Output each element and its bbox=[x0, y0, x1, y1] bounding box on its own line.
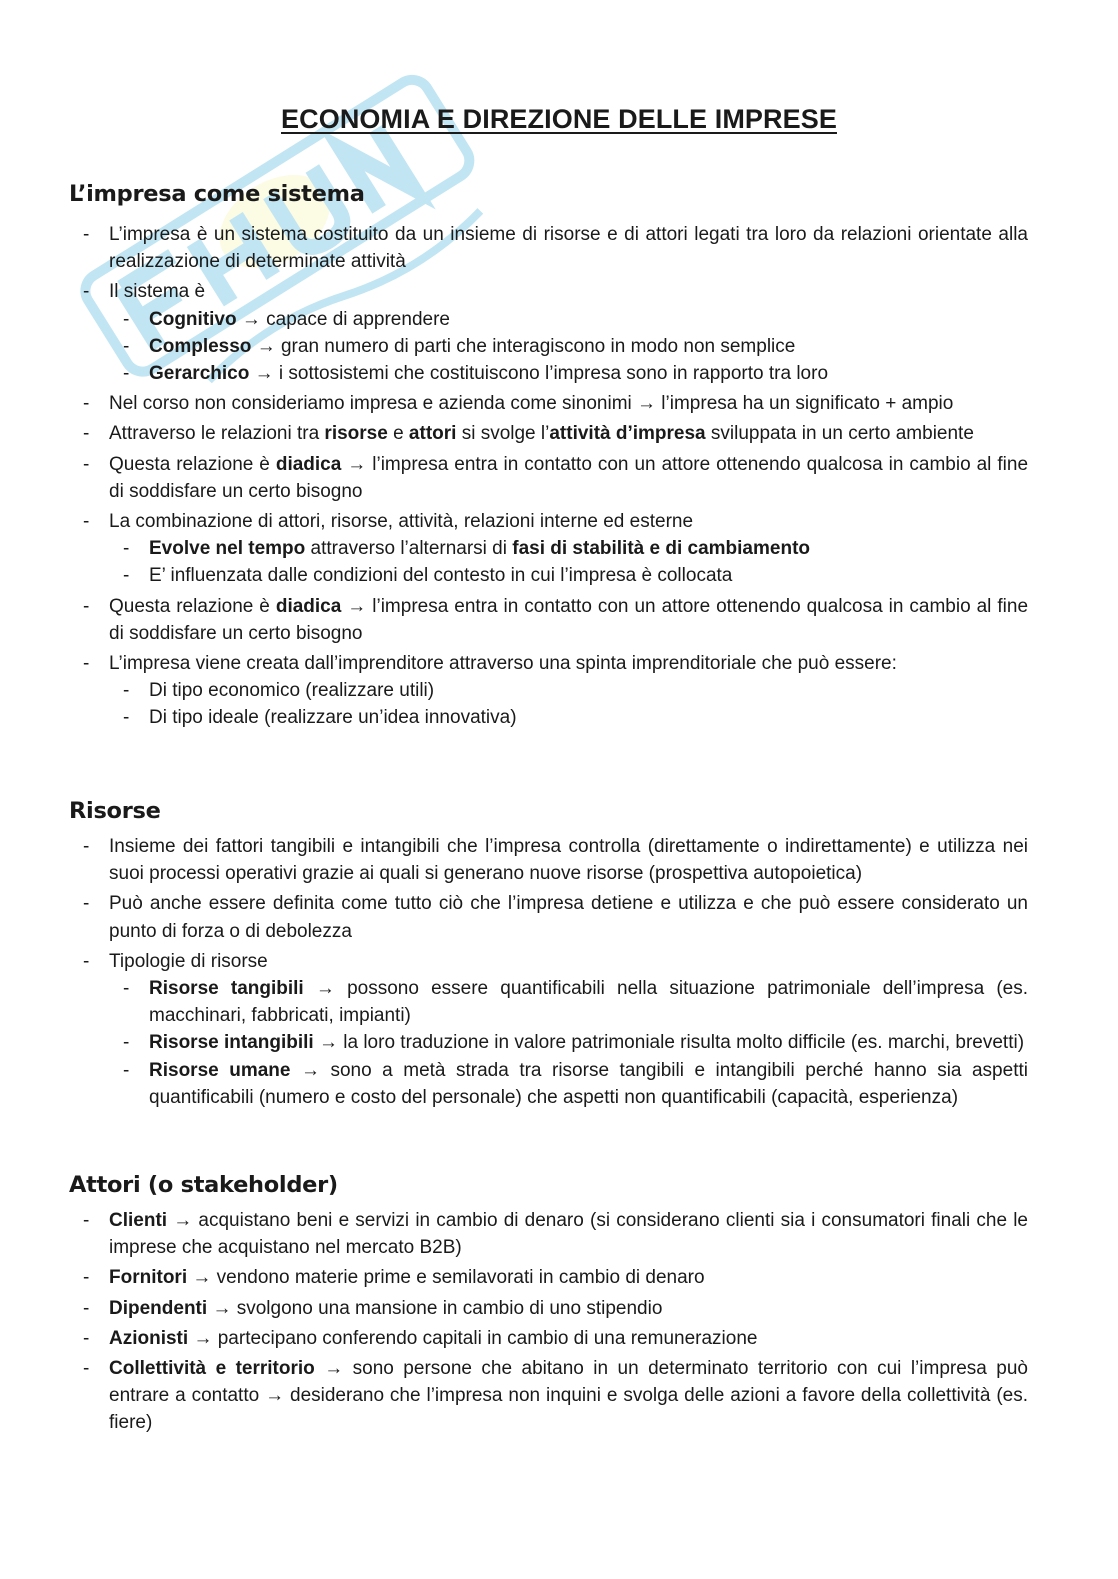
section-list-risorse bbox=[80, 833, 1028, 1114]
list-item: - L’impresa viene creata dall’imprenditore attraverso una spinta imprenditoriale che può essere: - Di tipo economico (realizzare utili) - Di tipo ideale (realizzare un’idea innovativa) bbox=[80, 650, 1028, 732]
sub-list-item: - Evolve nel tempo attraverso l’alternarsi di fasi di stabilità e di cambiamento bbox=[109, 535, 1028, 562]
section-list-impresa-sistema bbox=[80, 221, 1028, 735]
list-item: - Collettività e territorio → sono persone che abitano in un determinato territorio con cui l’impresa può entrare a contatto → desiderano che l’impresa non inquini e svolga delle azioni a favore della collettività (es. fiere) bbox=[80, 1355, 1028, 1437]
sub-list-item: - Risorse intangibili → la loro traduzione in valore patrimoniale risulta molto difficile (es. marchi, brevetti) bbox=[109, 1029, 1028, 1056]
list-item: - Azionisti → partecipano conferendo capitali in cambio di una remunerazione bbox=[80, 1325, 1028, 1352]
list-item: - Insieme dei fattori tangibili e intangibili che l’impresa controlla (direttamente o indirettamente) e utilizza nei suoi processi operativi grazie ai quali si generano nuove risorse (prospettiva autopoietica) bbox=[80, 833, 1028, 887]
sub-list bbox=[109, 306, 1028, 388]
list-item: - Può anche essere definita come tutto ciò che l’impresa detiene e utilizza e che può essere considerato un punto di forza o di debolezza bbox=[80, 890, 1028, 944]
section-heading-impresa-sistema: L’impresa come sistema bbox=[69, 181, 365, 207]
sub-list bbox=[109, 535, 1028, 589]
list-item: - La combinazione di attori, risorse, attività, relazioni interne ed esterne - Evolve nel tempo attraverso l’alternarsi di fasi di stabilità e di cambiamento - E’ influenzata dalle condizioni del contesto in cui l’impresa è collocata bbox=[80, 508, 1028, 590]
list-item: - Il sistema è - Cognitivo → capace di apprendere - Complesso → gran numero di parti che interagiscono in modo non semplice - Gerarchico → i sottosistemi che costituiscono l’impresa sono in rapporto tra loro bbox=[80, 278, 1028, 387]
list-item: - Questa relazione è diadica → l’impresa entra in contatto con un attore ottenendo qualcosa in cambio al fine di soddisfare un certo bisogno bbox=[80, 451, 1028, 505]
sub-list bbox=[109, 975, 1028, 1111]
sub-list-item: - Gerarchico → i sottosistemi che costituiscono l’impresa sono in rapporto tra loro bbox=[109, 360, 1028, 387]
section-heading-attori: Attori (o stakeholder) bbox=[69, 1172, 338, 1198]
list-item: - Dipendenti → svolgono una mansione in cambio di uno stipendio bbox=[80, 1295, 1028, 1322]
section-heading-risorse: Risorse bbox=[69, 798, 161, 824]
sub-list-item: - Risorse tangibili → possono essere quantificabili nella situazione patrimoniale dell’impresa (es. macchinari, fabbricati, impianti) bbox=[109, 975, 1028, 1029]
sub-list-item: - Complesso → gran numero di parti che interagiscono in modo non semplice bbox=[109, 333, 1028, 360]
list-item: - Fornitori → vendono materie prime e semilavorati in cambio di denaro bbox=[80, 1264, 1028, 1291]
sub-list-item: - Di tipo economico (realizzare utili) bbox=[109, 677, 1028, 704]
sub-list-item: - E’ influenzata dalle condizioni del contesto in cui l’impresa è collocata bbox=[109, 562, 1028, 589]
document-title: ECONOMIA E DIREZIONE DELLE IMPRESE bbox=[281, 104, 837, 134]
list-item: - Attraverso le relazioni tra risorse e attori si svolge l’attività d’impresa sviluppata in un certo ambiente bbox=[80, 420, 1028, 447]
list-item: - L’impresa è un sistema costituito da un insieme di risorse e di attori legati tra loro da relazioni orientate alla realizzazione di determinate attività bbox=[80, 221, 1028, 275]
section-list-attori bbox=[80, 1207, 1028, 1440]
sub-list-item: - Risorse umane → sono a metà strada tra risorse tangibili e intangibili perché hanno sia aspetti quantificabili (numero e costo del personale) che aspetti non quantificabili (capacità, esperienza) bbox=[109, 1057, 1028, 1111]
list-item: - Questa relazione è diadica → l’impresa entra in contatto con un attore ottenendo qualcosa in cambio al fine di soddisfare un certo bisogno bbox=[80, 593, 1028, 647]
sub-list bbox=[109, 677, 1028, 731]
list-item: - Nel corso non consideriamo impresa e azienda come sinonimi → l’impresa ha un significato + ampio bbox=[80, 390, 1028, 417]
sub-list-item: - Cognitivo → capace di apprendere bbox=[109, 306, 1028, 333]
list-item: - Tipologie di risorse - Risorse tangibili → possono essere quantificabili nella situazione patrimoniale dell’impresa (es. macchinari, fabbricati, impianti) - Risorse intangibili → la loro traduzione in valore patrimoniale risulta molto difficile (es. marchi, brevetti) - Risorse umane → sono a metà strada tra risorse tangibili e intangibili perché hanno sia aspetti quantificabili (numero e costo del personale) che aspetti non quantificabili (capacità, esperienza) bbox=[80, 948, 1028, 1111]
list-item: - Clienti → acquistano beni e servizi in cambio di denaro (si considerano clienti sia i consumatori finali che le imprese che acquistano nel mercato B2B) bbox=[80, 1207, 1028, 1261]
sub-list-item: - Di tipo ideale (realizzare un’idea innovativa) bbox=[109, 704, 1028, 731]
